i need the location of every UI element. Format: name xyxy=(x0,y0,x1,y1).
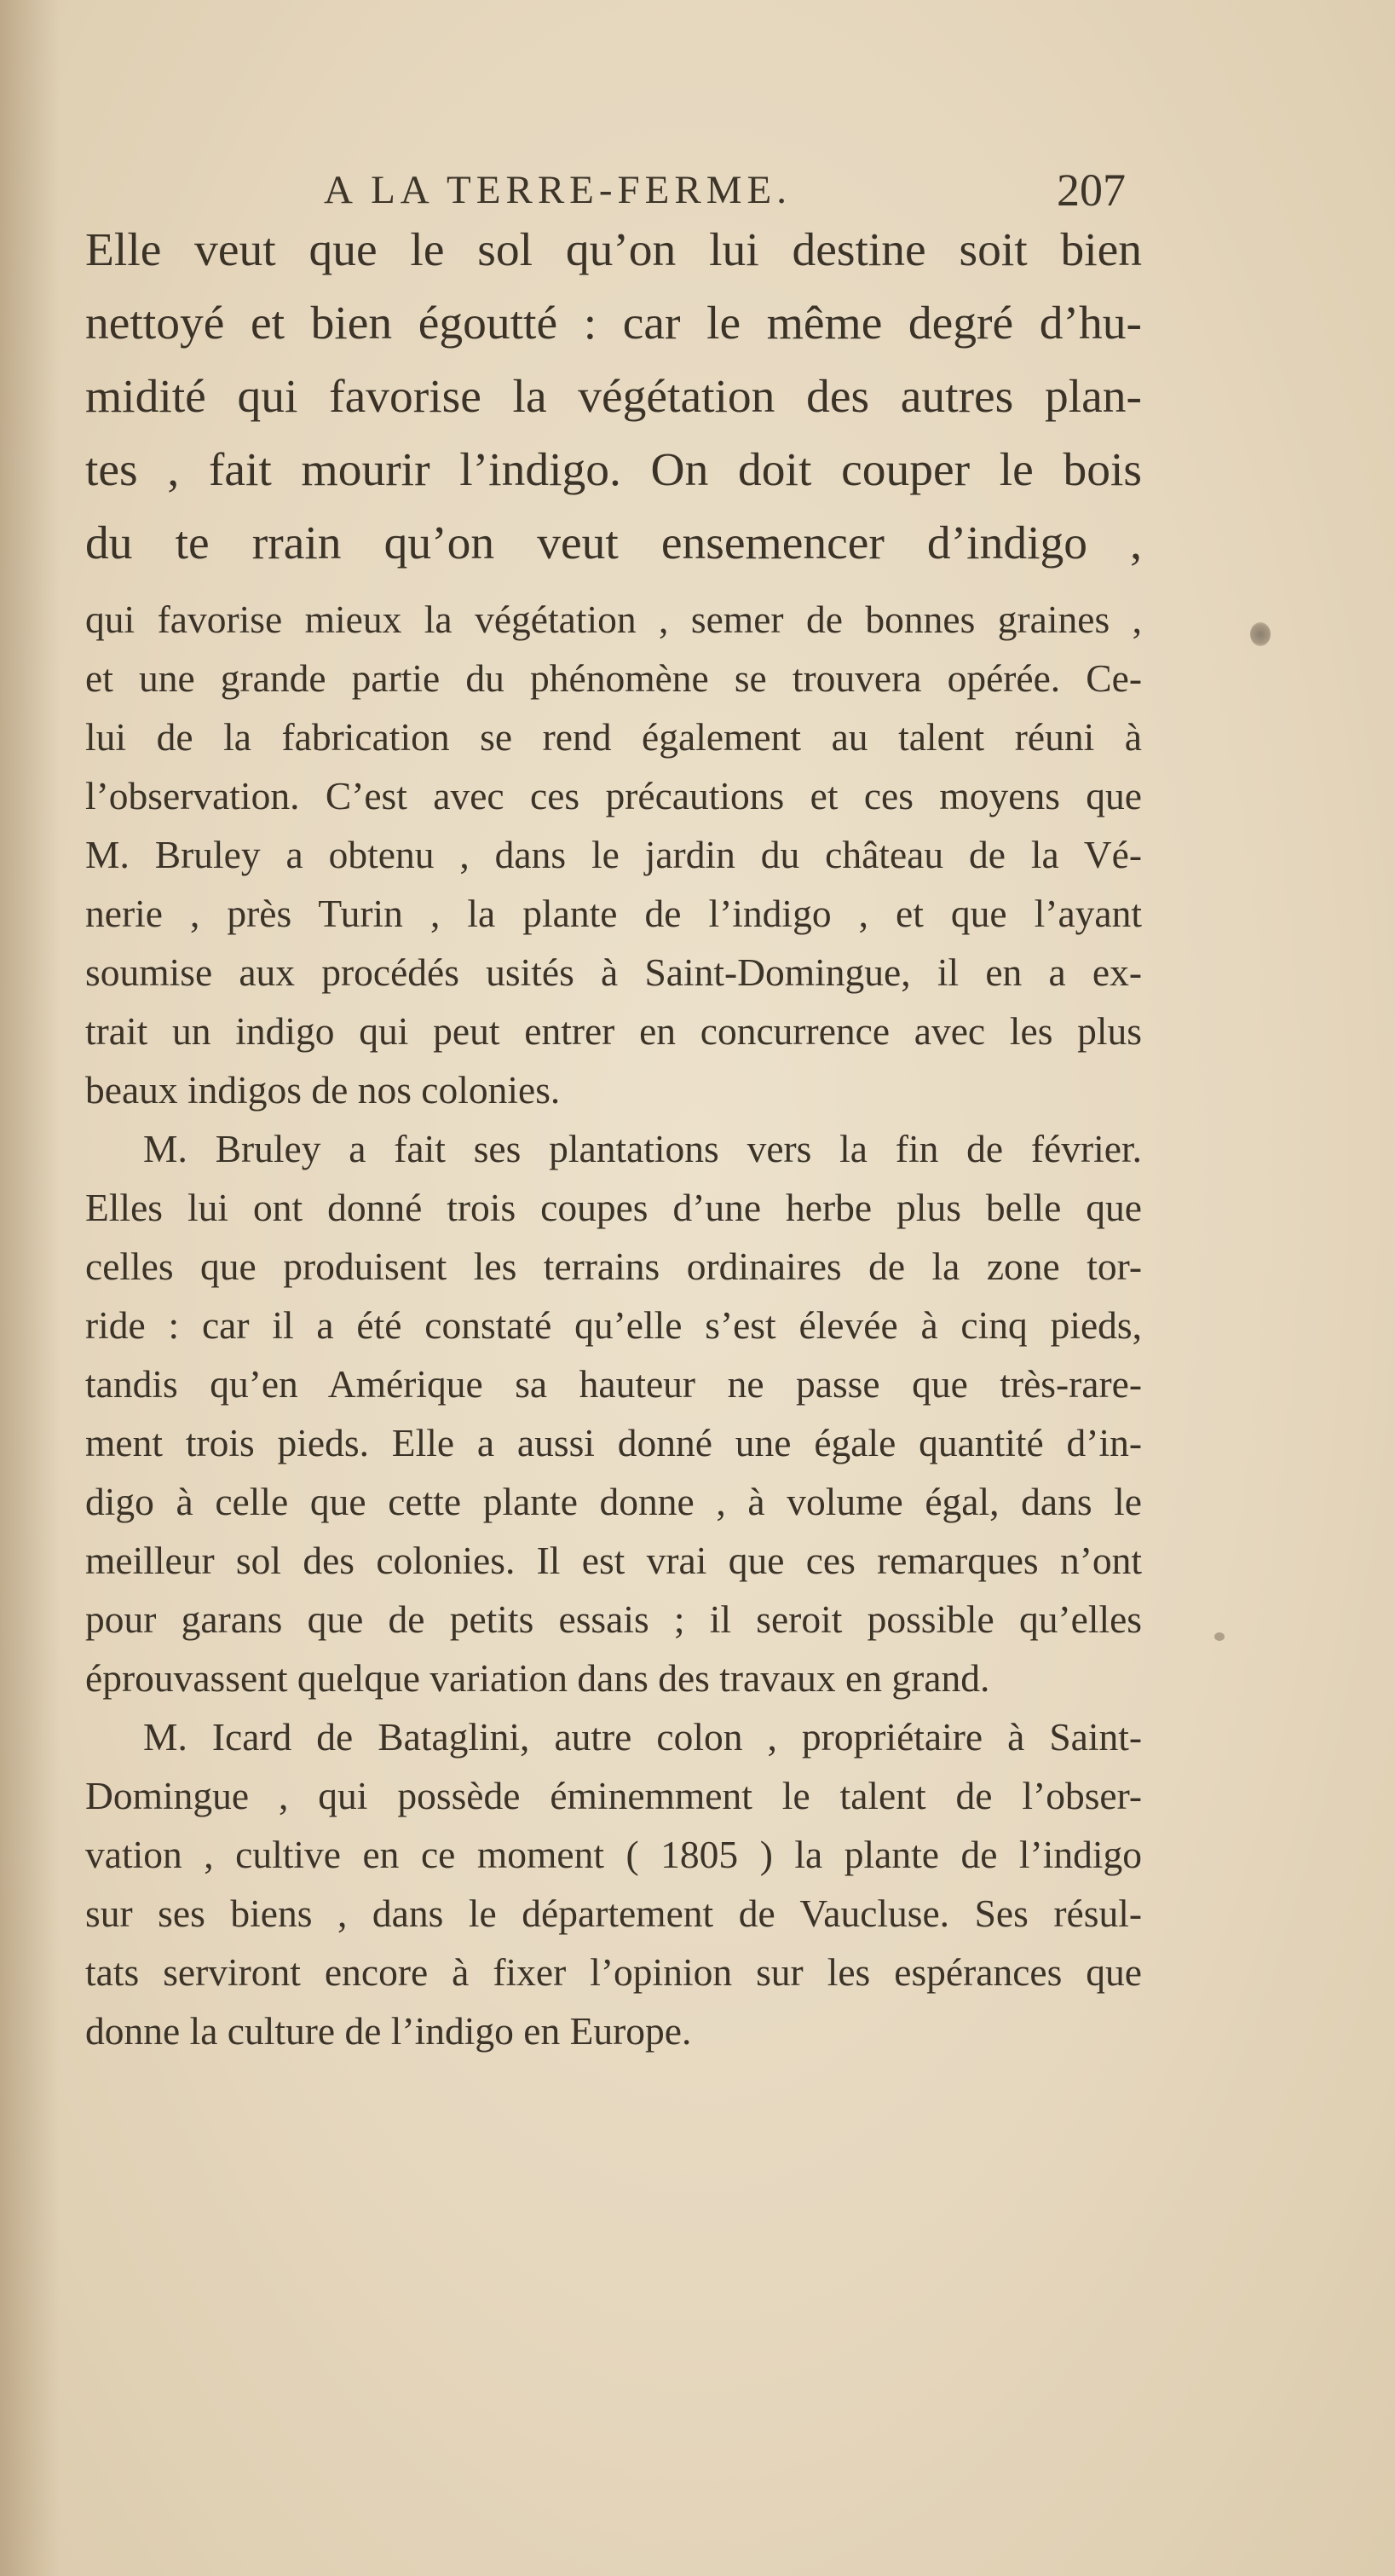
text-line: et une grande partie du phénomène se trouvera opérée. Ce- xyxy=(85,656,1142,700)
page-number: 207 xyxy=(1057,165,1126,216)
text-line: M. Icard de Bataglini, autre colon , propriétaire à Saint- xyxy=(143,1715,1142,1759)
text-line: Domingue , qui possède éminemment le talent de l’obser- xyxy=(85,1774,1142,1817)
text-line: éprouvassent quelque variation dans des travaux en grand. xyxy=(85,1656,990,1700)
text-line: soumise aux procédés usités à Saint-Domingue, il en a ex- xyxy=(85,950,1142,994)
text-line: digo à celle que cette plante donne , à volume égal, dans le xyxy=(85,1480,1142,1523)
text-line: l’observation. C’est avec ces précautions et ces moyens que xyxy=(85,774,1142,817)
text-line: meilleur sol des colonies. Il est vrai que ces remarques n’ont xyxy=(85,1539,1142,1582)
text-line: trait un indigo qui peut entrer en concurrence avec les plus xyxy=(85,1009,1142,1053)
text-line: du te rrain qu’on veut ensemencer d’indigo , xyxy=(85,517,1142,569)
text-line: nettoyé et bien égoutté : car le même degré d’hu- xyxy=(85,297,1142,349)
text-line: ride : car il a été constaté qu’elle s’est élevée à cinq pieds, xyxy=(85,1303,1142,1347)
text-line: pour garans que de petits essais ; il seroit possible qu’elles xyxy=(85,1597,1142,1641)
text-line: Elle veut que le sol qu’on lui destine soit bien xyxy=(85,224,1142,276)
text-line: tes , fait mourir l’indigo. On doit couper le bois xyxy=(85,444,1142,496)
running-title: A LA TERRE-FERME. xyxy=(324,168,792,212)
text-line: lui de la fabrication se rend également au talent réuni à xyxy=(85,715,1142,759)
text-line: vation , cultive en ce moment ( 1805 ) la plante de l’indigo xyxy=(85,1833,1142,1876)
text-line: midité qui favorise la végétation des autres plan- xyxy=(85,371,1142,423)
text-line: celles que produisent les terrains ordinaires de la zone tor- xyxy=(85,1245,1142,1288)
text-line: tandis qu’en Amérique sa hauteur ne passe que très-rare- xyxy=(85,1362,1142,1406)
text-line: M. Bruley a fait ses plantations vers la fin de février. xyxy=(143,1127,1142,1170)
text-line: donne la culture de l’indigo en Europe. xyxy=(85,2009,692,2053)
paper-stain xyxy=(1250,622,1271,646)
text-line: tats serviront encore à fixer l’opinion sur les espérances que xyxy=(85,1950,1142,1994)
binding-shadow xyxy=(0,0,60,2576)
text-line: qui favorise mieux la végétation , semer de bonnes graines , xyxy=(85,598,1142,641)
text-line: beaux indigos de nos colonies. xyxy=(85,1068,561,1112)
paper-stain xyxy=(1214,1632,1225,1641)
text-line: ment trois pieds. Elle a aussi donné une égale quantité d’in- xyxy=(85,1421,1142,1464)
text-line: nerie , près Turin , la plante de l’indigo , et que l’ayant xyxy=(85,892,1142,935)
text-line: M. Bruley a obtenu , dans le jardin du château de la Vé- xyxy=(85,833,1142,876)
text-line: Elles lui ont donné trois coupes d’une herbe plus belle que xyxy=(85,1186,1142,1229)
text-line: sur ses biens , dans le département de Vaucluse. Ses résul- xyxy=(85,1892,1142,1935)
